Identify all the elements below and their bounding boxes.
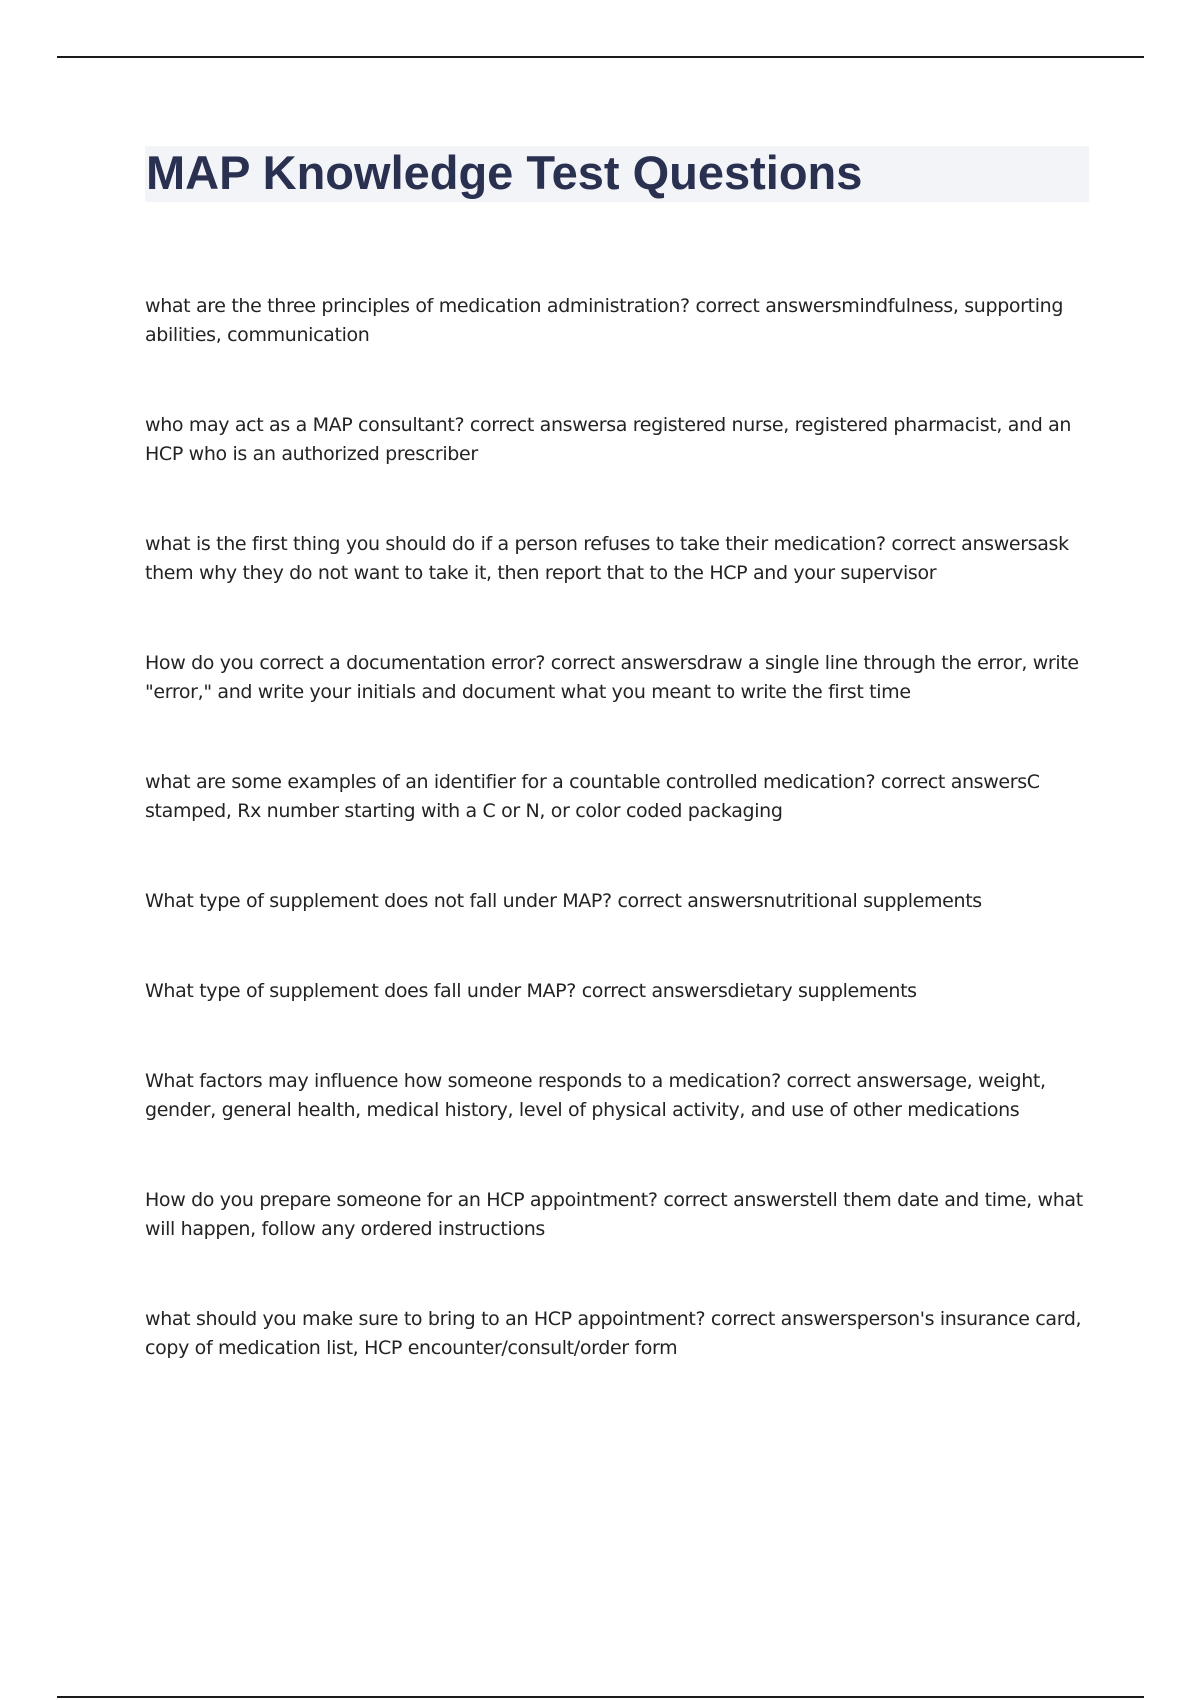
question-item: what are the three principles of medication administration? correct answersmindfulness, supporting abilities, communication [145, 295, 1064, 346]
question-item: What type of supplement does not fall under MAP? correct answersnutritional supplements [145, 890, 982, 912]
question-item: What factors may influence how someone responds to a medication? correct answersage, weight, gender, general health, medical history, level of physical activity, and use of other medications [145, 1070, 1046, 1121]
question-list [145, 292, 1095, 1424]
question-item: what are some examples of an identifier for a countable controlled medication? correct answersC stamped, Rx number starting with a C or N, or color coded packaging [145, 771, 1040, 822]
page-title: MAP Knowledge Test Questions [146, 146, 863, 199]
footer-rule [57, 1696, 1144, 1698]
header-rule [57, 56, 1144, 58]
question-item: who may act as a MAP consultant? correct answersa registered nurse, registered pharmacist, and an HCP who is an authorized prescriber [145, 414, 1072, 465]
question-item: How do you correct a documentation error? correct answersdraw a single line through the error, write "error," and write your initials and document what you meant to write the first time [145, 652, 1079, 703]
question-item: What type of supplement does fall under MAP? correct answersdietary supplements [145, 980, 917, 1002]
question-item: what should you make sure to bring to an HCP appointment? correct answersperson's insurance card, copy of medication list, HCP encounter/consult/order form [145, 1308, 1082, 1359]
question-item: what is the first thing you should do if a person refuses to take their medication? correct answersask them why they do not want to take it, then report that to the HCP and your supervisor [145, 533, 1069, 584]
question-item: How do you prepare someone for an HCP appointment? correct answerstell them date and time, what will happen, follow any ordered instructions [145, 1189, 1083, 1240]
